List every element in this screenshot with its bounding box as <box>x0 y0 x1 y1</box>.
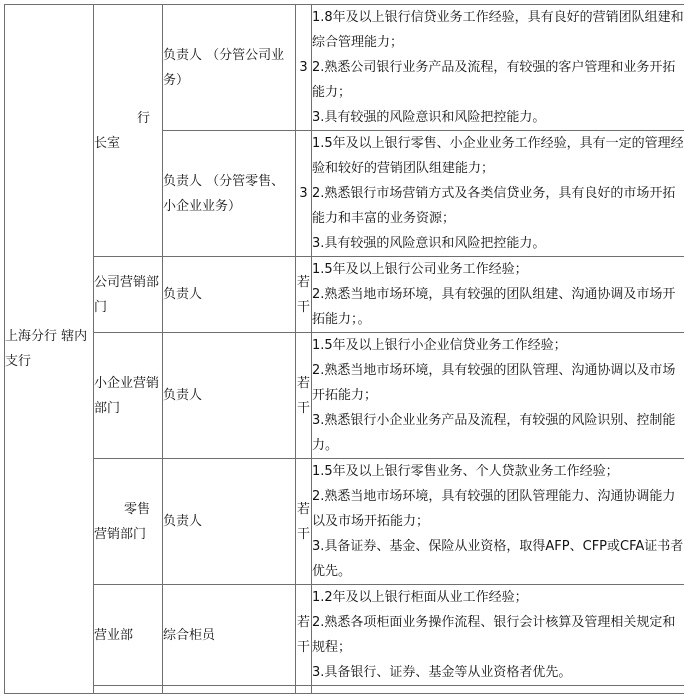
requirement-item: 3.具有较强的风险意识和风险把控能力。 <box>312 231 684 256</box>
requirement-item: 2.熟悉银行市场营销方式及各类信贷业务，具有良好的市场开拓能力和丰富的业务资源； <box>312 181 684 231</box>
count-char: 若 <box>296 610 311 635</box>
count-char: 若 <box>296 497 311 522</box>
dept-cell <box>94 686 163 694</box>
requirements-cell <box>312 5 684 131</box>
position-cell: 负责人 <box>163 459 296 585</box>
requirements-cell <box>312 459 684 585</box>
count-char: 干 <box>296 635 311 660</box>
dept-label-line: 长室 <box>94 131 162 156</box>
dept-cell: 营业部 <box>94 585 163 686</box>
position-cell <box>163 686 296 694</box>
position-cell: 负责人 （分管零售、小企业业务） <box>163 131 296 257</box>
count-cell <box>296 686 312 694</box>
table-row <box>5 257 684 333</box>
requirements-cell <box>312 585 684 686</box>
table-row <box>5 5 684 131</box>
count-cell <box>296 459 312 585</box>
dept-cell: 小企业营销部门 <box>94 333 163 459</box>
requirement-item: 2.熟悉各项柜面业务操作流程、银行会计核算及管理相关规定和规程； <box>312 610 684 660</box>
requirement-item: 1.5年及以上银行零售、小企业业务工作经验，具有一定的管理经验和较好的营销团队组建能力； <box>312 131 684 181</box>
requirement-item: 3.具备证券、基金、保险从业资格，取得AFP、CFP或CFA证书者优先。 <box>312 534 684 584</box>
requirement-item: 1.5年及以上银行零售业务、个人贷款业务工作经验； <box>312 459 684 484</box>
requirement-item: 2.熟悉当地市场环境，具有较强的团队管理、沟通协调以及市场开拓能力； <box>312 358 684 408</box>
requirement-item: 1.5年及以上银行小企业信贷业务工作经验； <box>312 333 684 358</box>
requirement-item: 2.熟悉当地市场环境，具有较强的团队组建、沟通协调及市场开拓能力；。 <box>312 282 684 332</box>
count-cell: 3 <box>296 131 312 257</box>
requirements-cell <box>312 131 684 257</box>
requirements-cell <box>312 686 684 694</box>
table-row <box>5 459 684 585</box>
requirement-item: 1.2年及以上银行柜面从业工作经验； <box>312 585 684 610</box>
dept-cell <box>94 459 163 585</box>
requirement-item: 1.5年及以上银行公司业务工作经验； <box>312 257 684 282</box>
count-cell <box>296 257 312 333</box>
dept-label-line: 零售 <box>94 497 162 522</box>
recruitment-table <box>4 4 684 694</box>
table-row <box>5 585 684 686</box>
table-row <box>5 686 684 694</box>
dept-cell: 公司营销部门 <box>94 257 163 333</box>
position-cell: 综合柜员 <box>163 585 296 686</box>
requirement-item: 2.熟悉当地市场环境，具有较强的团队管理能力、沟通协调能力以及市场开拓能力； <box>312 484 684 534</box>
requirement-item: 3.具有较强的风险意识和风险把控能力。 <box>312 105 684 130</box>
branch-cell: 上海分行 辖内支行 <box>5 5 94 694</box>
table-row <box>5 333 684 459</box>
count-char: 若 <box>296 270 311 295</box>
count-char: 干 <box>296 396 311 421</box>
position-cell: 负责人 <box>163 333 296 459</box>
requirement-item: 1.8年及以上银行信贷业务工作经验，具有良好的营销团队组建和综合管理能力； <box>312 5 684 55</box>
position-cell: 负责人 <box>163 257 296 333</box>
requirements-cell <box>312 333 684 459</box>
requirements-cell <box>312 257 684 333</box>
dept-label-line: 营销部门 <box>94 522 162 547</box>
count-char: 若 <box>296 371 311 396</box>
dept-label-line: 行 <box>94 106 162 131</box>
count-cell <box>296 585 312 686</box>
dept-cell <box>94 5 163 257</box>
count-cell: 3 <box>296 5 312 131</box>
count-cell <box>296 333 312 459</box>
position-cell: 负责人 （分管公司业务） <box>163 5 296 131</box>
count-char: 干 <box>296 522 311 547</box>
requirement-item: 3.具备银行、证券、基金等从业资格者优先。 <box>312 660 684 685</box>
requirement-item: 3.熟悉银行小企业业务产品及流程，有较强的风险识别、控制能力。 <box>312 408 684 458</box>
count-char: 干 <box>296 295 311 320</box>
requirement-item: 2.熟悉公司银行业务产品及流程，有较强的客户管理和业务开拓能力； <box>312 55 684 105</box>
